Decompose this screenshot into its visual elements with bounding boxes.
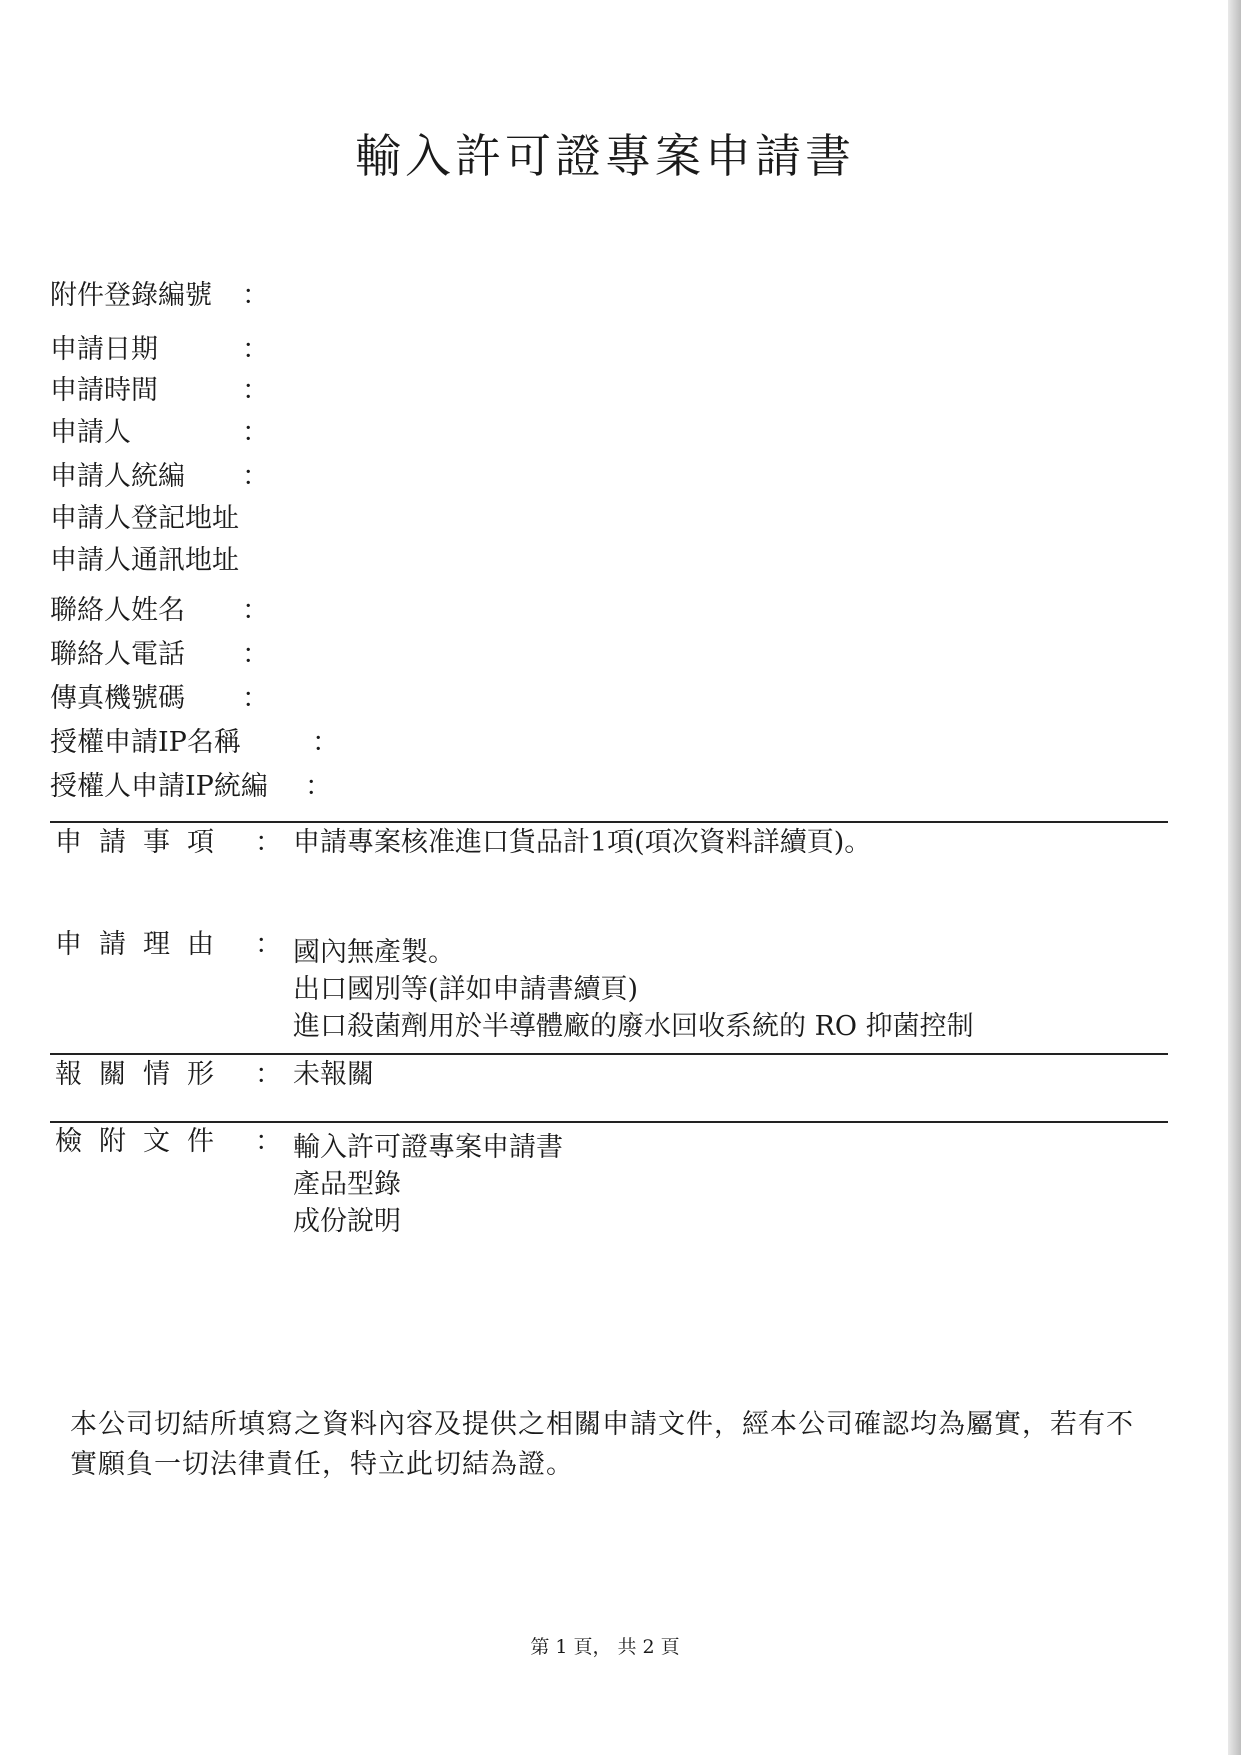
declaration-text: 本公司切結所填寫之資料內容及提供之相關申請文件，經本公司確認均為屬實，若有不實願負一切法律責任，特立此切結為證。 [70,1409,1134,1480]
field-fax-number [50,681,269,717]
field-application-time [50,373,269,409]
field-registered-address [50,501,239,537]
section-line: 進口殺菌劑用於半導體廠的廢水回收系統的 RO 抑菌控制 [293,1011,974,1042]
section-colon: ： [255,1126,282,1157]
field-colon: ： [242,417,269,448]
divider-line [50,1121,1168,1123]
field-label: 申請日期 [50,334,158,365]
field-colon: ： [242,334,269,365]
field-label: 聯絡人姓名 [50,595,185,626]
section-line: 出口國別等(詳如申請書續頁) [293,974,639,1005]
section-line: 產品型錄 [293,1169,401,1200]
section-line: 成份說明 [293,1206,401,1237]
field-label: 授權申請IP名稱 [50,727,241,758]
field-attachment-number [50,278,269,314]
section-line: 國內無產製。 [293,937,455,968]
field-label: 附件登錄編號 [50,280,212,311]
divider-line [50,1053,1168,1055]
field-label: 申請人通訊地址 [50,545,239,576]
field-label: 申請人統編 [50,461,185,492]
field-colon: ： [242,375,269,406]
field-label: 授權人申請IP統編 [50,771,268,802]
section-label: 報關情形 [55,1059,231,1090]
field-colon: ： [242,683,269,714]
field-label: 傳真機號碼 [50,683,185,714]
field-colon: ： [242,280,269,311]
field-authorized-ip-name [50,725,339,761]
section-line: 申請專案核准進口貨品計1項(項次資料詳續頁)。 [293,827,872,858]
section-label: 檢附文件 [55,1126,231,1157]
section-colon: ： [255,929,282,960]
field-label: 申請人登記地址 [50,503,239,534]
section-line: 未報關 [293,1059,374,1090]
section-colon: ： [255,827,282,858]
divider-line [50,821,1168,823]
section-colon: ： [255,1059,282,1090]
field-contact-name [50,593,269,629]
field-colon: ： [242,595,269,626]
page-number: 第 1 頁， 共 2 頁 [530,1636,680,1658]
field-authorized-ip-tax-id [50,769,332,805]
field-application-date [50,332,269,368]
section-label: 申請理由 [55,929,231,960]
field-contact-phone [50,637,269,673]
field-colon: ： [312,727,339,758]
field-mailing-address [50,543,239,579]
field-label: 申請人 [50,417,131,448]
section-line: 輸入許可證專案申請書 [293,1132,563,1163]
field-colon: ： [242,461,269,492]
field-label: 聯絡人電話 [50,639,185,670]
field-applicant [50,415,269,451]
section-label: 申請事項 [55,827,231,858]
document-title: 輸入許可證專案申請書 [355,129,855,183]
field-colon: ： [242,639,269,670]
field-colon: ： [305,771,332,802]
page-edge-shadow [1228,0,1241,1755]
field-applicant-tax-id [50,459,269,495]
field-label: 申請時間 [50,375,158,406]
